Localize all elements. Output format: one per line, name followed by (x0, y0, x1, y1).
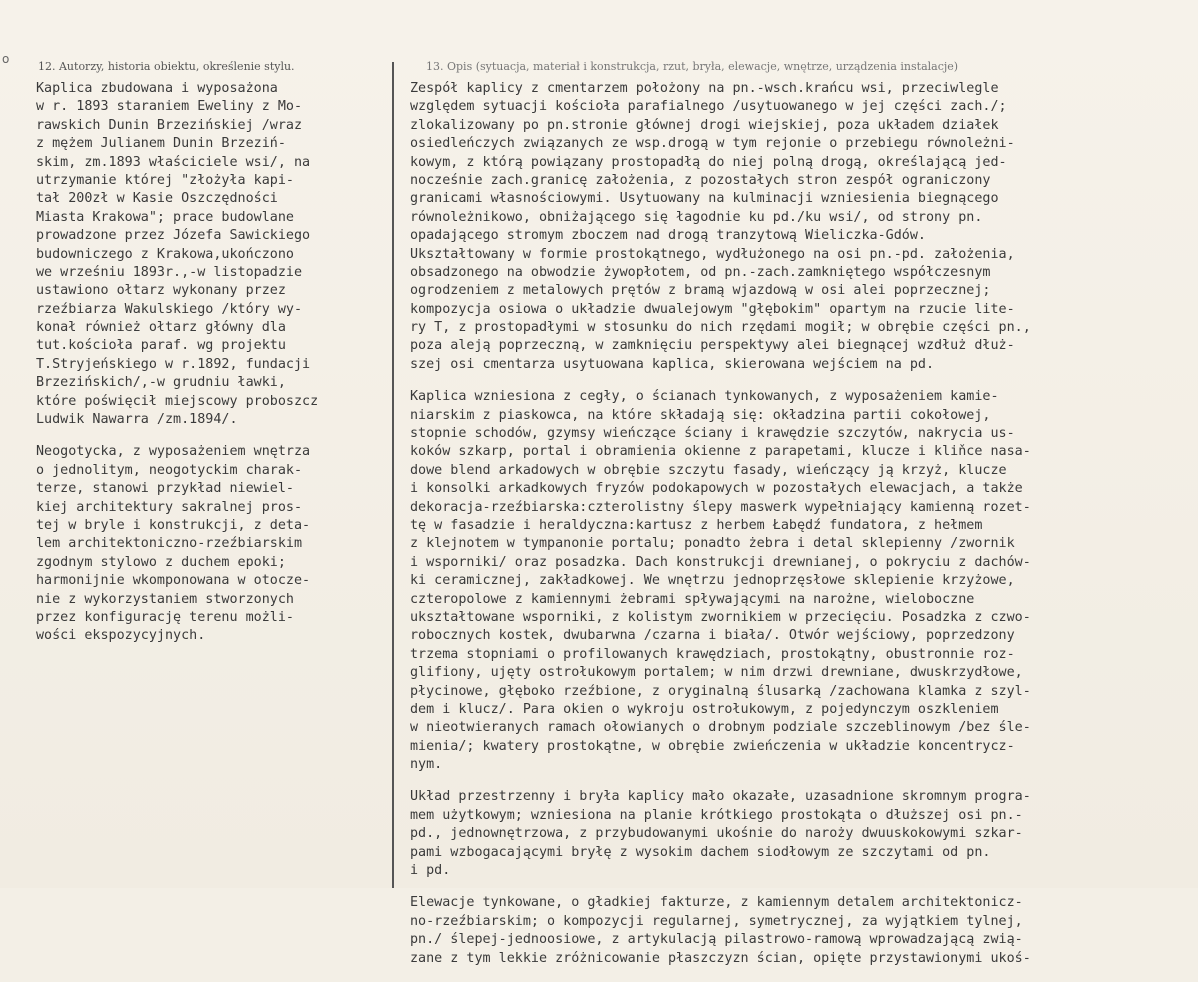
text-line: kowym, z którą powiązany prostopadłą do niej polną drogą, określającą jed- (410, 154, 1007, 170)
text-line: ustawiono ołtarz wykonany przez (36, 283, 286, 299)
margin-mark: o (2, 52, 10, 66)
text-line: z mężem Julianem Dunin Brzeziń- (36, 136, 286, 152)
text-line: równoleżnikowo, obniżającego się łagodnie ku pd./ku wsi/, od strony pn. (410, 209, 983, 225)
text-line: dem i klucz/. Para okien o wykroju ostrołukowym, z pojedynczym oszkleniem (410, 701, 999, 717)
text-line: harmonijnie wkomponowana w otocze- (36, 573, 311, 589)
text-line: nocześnie zach.granicę założenia, z pozostałych stron zespół ograniczony (410, 172, 991, 188)
text-line: dekoracja-rzeźbiarska:czterolistny ślepy maswerk wypełniający kamienną rozet- (410, 499, 1031, 515)
text-line: konał również ołtarz główny dla (36, 320, 286, 336)
description-paragraph (410, 788, 1196, 880)
text-line: prowadzone przez Józefa Sawickiego (36, 228, 311, 244)
text-line: ogrodzeniem z metalowych prętów z bramą wjazdową w osi alei poprzecznej; (410, 283, 991, 299)
text-line: nie z wykorzystaniem stworzonych (36, 591, 294, 607)
description-column (410, 80, 1196, 982)
text-line: Ludwik Nawarra /zm.1894/. (36, 412, 238, 428)
text-line: ry T, z prostopadłymi w stosunku do nich rzędami mogił; w obrębie części pn., (410, 320, 1031, 336)
text-line: opadającego stromym zboczem nad drogą tranzytową Wieliczka-Gdów. (410, 228, 926, 244)
text-line: koków szkarp, portal i obramienia okienne z parapetami, klucze i kliňce nasa- (410, 444, 1031, 460)
history-column (36, 80, 388, 660)
text-line: rawskich Dunin Brzezińskiej /wraz (36, 117, 303, 133)
text-line: ukształtowane wsporniki, z kolistym zwornikiem w przecięciu. Posadzka z czwo- (410, 609, 1031, 625)
text-line: rzeźbiarza Wakulskiego /który wy- (36, 301, 303, 317)
text-line: tej w bryle i konstrukcji, z deta- (36, 517, 311, 533)
text-line: lem architektoniczno-rzeźbiarskim (36, 536, 303, 552)
text-line: osiedleńczych związanych ze wsp.drogą w tym rejonie o przebiegu równoleżni- (410, 136, 1015, 152)
text-line: stopnie schodów, gzymsy wieńczące ściany i krawędzie szczytów, nakrycia us- (410, 426, 1015, 442)
text-line: względem sytuacji kościoła parafialnego /usytuowanego w jej części zach./; (410, 99, 1007, 115)
text-line: zgodnym stylowo z duchem epoki; (36, 554, 286, 570)
text-line: Kaplica zbudowana i wyposażona (36, 81, 278, 96)
text-line: które poświęcił miejscowy proboszcz (36, 393, 319, 409)
text-line: mienia/; kwatery prostokątne, w obrębie zwieńczenia w układzie koncentrycz- (410, 738, 1015, 754)
text-line: pn./ ślepej-jednoosiowe, z artykulacją pilastrowo-ramową wprowadzającą zwią- (410, 932, 1023, 948)
text-line: Ukształtowany w formie prostokątnego, wydłużonego na osi pn.-pd. założenia, (410, 246, 1015, 262)
text-line: obsadzonego na obwodzie żywopłotem, od pn.-zach.zamkniętego współczesnym (410, 264, 991, 280)
description-paragraph (410, 388, 1196, 774)
text-line: Kaplica wzniesiona z cegły, o ścianach tynkowanych, z wyposażeniem kamie- (410, 389, 999, 405)
text-line: Elewacje tynkowane, o gładkiej fakturze, z kamiennym detalem architektonicz- (410, 895, 1023, 911)
section-13-heading: 13. Opis (sytuacja, materiał i konstrukcja, rzut, bryła, elewacje, wnętrze, urządzenia instalacje) (426, 60, 959, 73)
text-line: granicami własnościowymi. Usytuowany na kulminacji wzniesienia biegnącego (410, 191, 999, 207)
text-line: tę w fasadzie i heraldyczna:kartusz z herbem Łabędź fundatora, z hełmem (410, 517, 983, 533)
text-line: w nieotwieranych ramach ołowianych o drobnym podziale szczeblinowym /bez śle- (410, 720, 1031, 736)
text-line: pami wzbogacającymi bryłę z wysokim dachem siodłowym ze szczytami od pn. (410, 844, 991, 860)
description-paragraph (410, 80, 1196, 374)
text-line: zane z tym lekkie zróżnicowanie płaszczyzn ścian, opięte przystawionymi ukoś- (410, 950, 1031, 966)
text-line: w r. 1893 staraniem Eweliny z Mo- (36, 99, 303, 115)
text-line: kiej architektury sakralnej pros- (36, 499, 303, 515)
text-line: zlokalizowany po pn.stronie głównej drogi wiejskiej, poza układem działek (410, 117, 999, 133)
text-line: dowe blend arkadowych w obrębie szczytu fasady, wieńczący ją krzyż, klucze (410, 462, 1007, 478)
column-divider (392, 62, 394, 888)
text-line: Miasta Krakowa"; prace budowlane (36, 209, 294, 225)
text-line: Neogotycka, z wyposażeniem wnętrza (36, 444, 311, 460)
text-line: utrzymanie której "złożyła kapi- (36, 172, 294, 188)
text-line: Brzezińskich/,-w grudniu ławki, (36, 375, 286, 391)
text-line: mem użytkowym; wzniesiona na planie krótkiego prostokąta o dłuższej osi pn.- (410, 807, 1023, 823)
text-line: i pd. (410, 863, 451, 879)
text-line: przez konfigurację terenu możli- (36, 609, 294, 625)
text-line: z klejnotem w tympanonie portalu; ponadto żebra i detal sklepienny /zwornik (410, 536, 1015, 552)
text-line: płycinowe, głęboko rzeźbione, z oryginalną ślusarką /zachowana klamka z szyl- (410, 683, 1031, 699)
text-line: trzema stopniami o profilowanych krawędziach, prostokątny, obustronnie roz- (410, 646, 1015, 662)
text-line: poza aleją poprzeczną, w zamknięciu perspektywy alei biegnącej wzdłuż dłuż- (410, 338, 1015, 354)
history-paragraph (36, 80, 388, 429)
text-line: szej osi cmentarza usytuowana kaplica, skierowana wejściem na pd. (410, 356, 935, 372)
section-12-heading: 12. Autorzy, historia obiektu, określenie stylu. (38, 60, 295, 73)
text-line: robocznych kostek, dwubarwna /czarna i biała/. Otwór wejściowy, poprzedzony (410, 628, 1015, 644)
text-line: no-rzeźbiarskim; o kompozycji regularnej, symetrycznej, za wyjątkiem tylnej, (410, 913, 1023, 929)
text-line: tał 200zł w Kasie Oszczędności (36, 191, 278, 207)
text-line: i wsporniki/ oraz posadzka. Dach konstrukcji drewnianej, o pokryciu z dachów- (410, 554, 1031, 570)
text-line: ki ceramicznej, zakładkowej. We wnętrzu jednoprzęsłowe sklepienie krzyżowe, (410, 573, 1015, 589)
text-line: kompozycja osiowa o układzie dwualejowym "głębokim" opartym na rzucie lite- (410, 301, 1015, 317)
text-line: glifiony, ujęty ostrołukowym portalem; w nim drzwi drewniane, dwuskrzydłowe, (410, 665, 1023, 681)
text-line: nym. (410, 757, 443, 773)
text-line: pd., jednownętrzowa, z przybudowanymi ukośnie do naroży dwuuskokowymi szkar- (410, 826, 1023, 842)
text-line: T.Stryjeńskiego w r.1892, fundacji (36, 356, 311, 372)
history-paragraph (36, 443, 388, 645)
text-line: czteropolowe z kamiennymi żebrami spływającymi na narożne, wieloboczne (410, 591, 975, 607)
text-line: tut.kościoła paraf. wg projektu (36, 338, 286, 354)
text-line: niarskim z piaskowca, na które składają się: okładzina partii cokołowej, (410, 407, 991, 423)
description-paragraph (410, 894, 1196, 968)
text-line: i konsolki arkadkowych fryzów podokapowych w pozostałych elewacjach, a także (410, 481, 1023, 497)
text-line: budowniczego z Krakowa,ukończono (36, 246, 294, 262)
text-line: Układ przestrzenny i bryła kaplicy mało okazałe, uzasadnione skromnym progra- (410, 789, 1031, 805)
text-line: we wrześniu 1893r.,-w listopadzie (36, 264, 303, 280)
text-line: Zespół kaplicy z cmentarzem położony na pn.-wsch.krańcu wsi, przeciwlegle (410, 81, 999, 96)
text-line: wości ekspozycyjnych. (36, 628, 206, 644)
text-line: terze, stanowi przykład niewiel- (36, 481, 294, 497)
text-line: skim, zm.1893 właściciele wsi/, na (36, 154, 311, 170)
text-line: o jednolitym, neogotyckim charak- (36, 462, 303, 478)
